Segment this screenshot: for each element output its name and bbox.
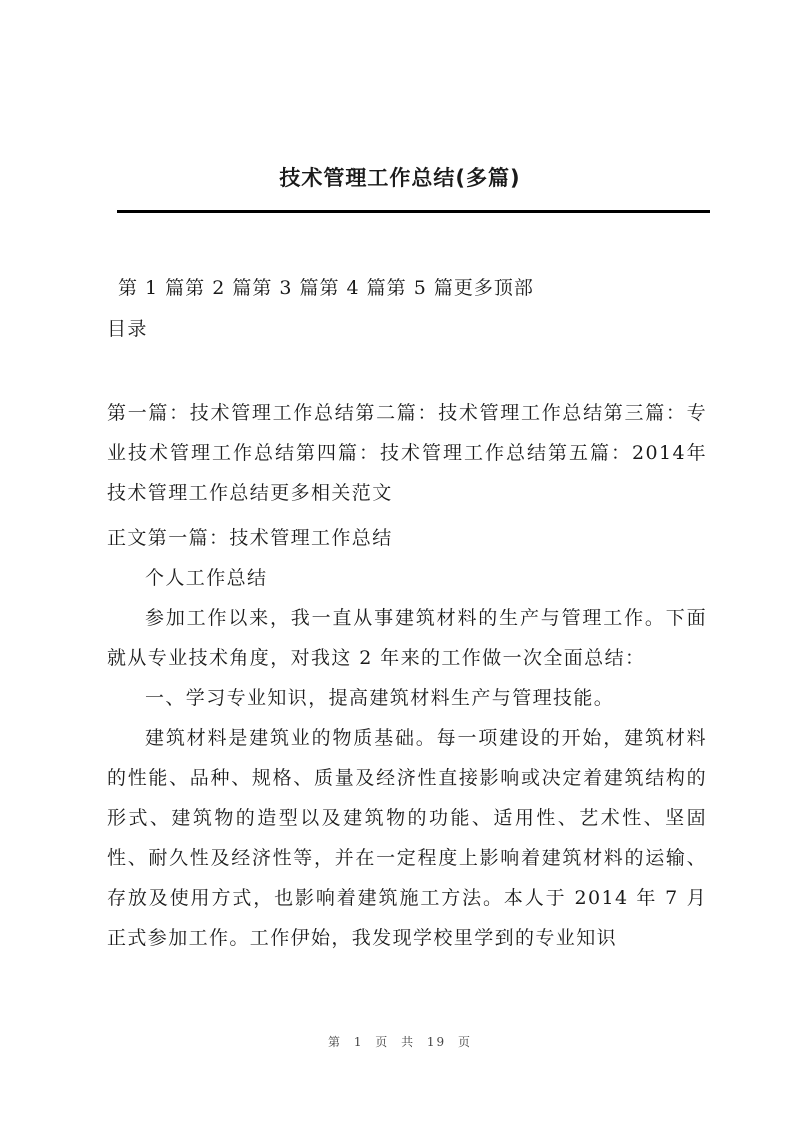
- paragraph: 参加工作以来，我一直从事建筑材料的生产与管理工作。下面就从专业技术角度，对我这 2 年来的工作做一次全面总结：: [107, 607, 707, 669]
- toc-heading-text: 目录: [107, 318, 148, 340]
- paragraph: 建筑材料是建筑业的物质基础。每一项建设的开始，建筑材料的性能、品种、规格、质量及经济性直接影响或决定着建筑结构的形式、建筑物的造型以及建筑物的功能、适用性、艺术性、坚固性、耐久性及经济性等，并在一定程度上影响着建筑材料的运输、存放及使用方式，也影响着建筑施工方法。本人于 2014 年 7 月正式参加工作。工作伊始，我发现学校里学到的专业知识: [107, 727, 707, 949]
- article-nav-links[interactable]: 第 1 篇第 2 篇第 3 篇第 4 篇第 5 篇更多顶部: [118, 277, 534, 299]
- section-title: 个人工作总结: [145, 567, 268, 589]
- toc-entries[interactable]: 第一篇：技术管理工作总结第二篇：技术管理工作总结第三篇：专业技术管理工作总结第四篇：技术管理工作总结第五篇：2014年技术管理工作总结更多相关范文: [107, 402, 707, 504]
- toc-heading: [107, 309, 707, 349]
- title-underline: [117, 210, 710, 213]
- body-heading: 正文第一篇：技术管理工作总结: [107, 527, 393, 549]
- page-footer: 第 1 页 共 19 页: [328, 1035, 472, 1049]
- main-body: [107, 518, 707, 958]
- document-title: 技术管理工作总结(多篇): [279, 166, 521, 190]
- toc-list: [107, 393, 707, 513]
- paragraph: 一、学习专业知识，提高建筑材料生产与管理技能。: [145, 687, 615, 709]
